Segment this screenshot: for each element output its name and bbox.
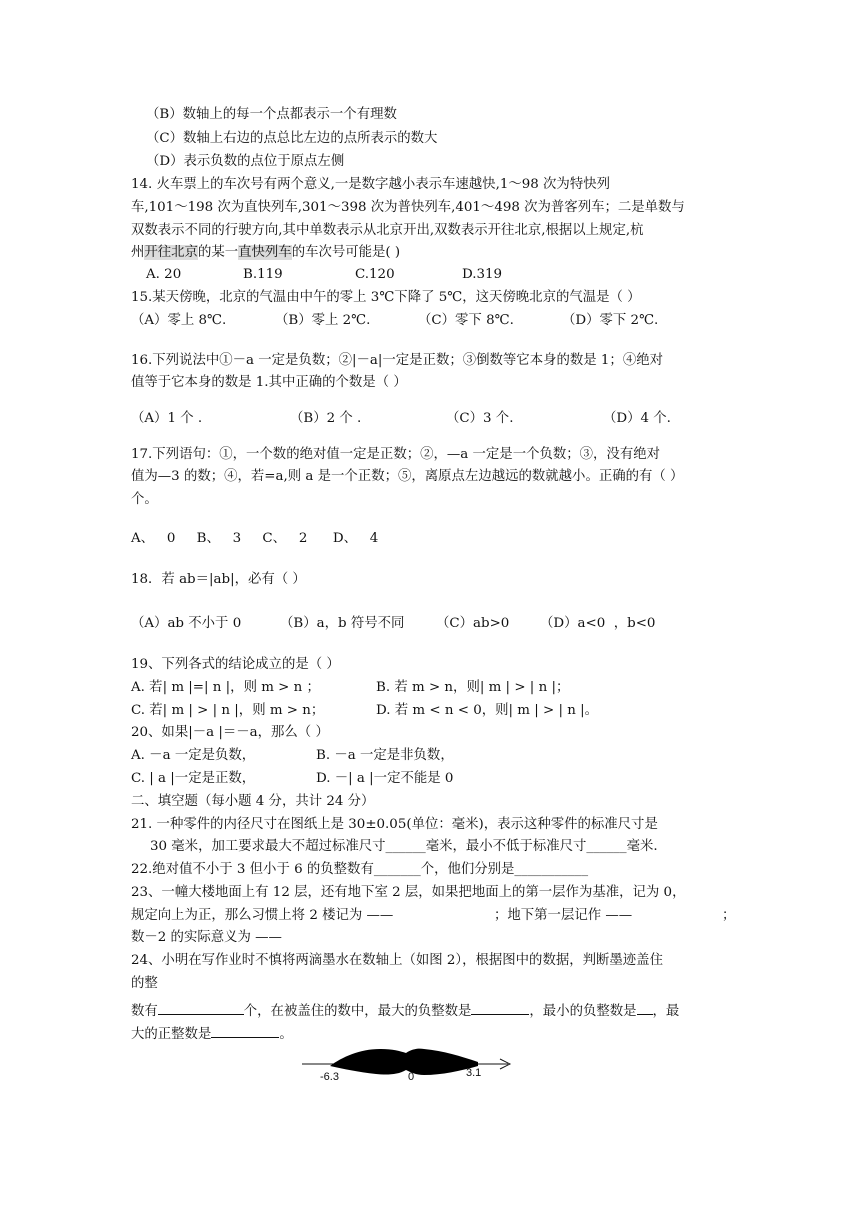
- figure-number-line: [300, 1045, 520, 1085]
- q19-option-a: A. 若| m |=| n |，则 m > n ；: [131, 680, 320, 695]
- q24-line-3-c: ，最小的负整数是: [529, 1004, 637, 1019]
- number-label-neg-6-3: -6.3: [320, 1071, 339, 1083]
- q24-line-3: [131, 1000, 679, 1022]
- q15-option-d: （D）零下 2℃.: [562, 313, 659, 328]
- q13-option-d: （D）表示负数的点位于原点左侧: [146, 154, 345, 169]
- q17-line-3: 个。: [131, 492, 158, 507]
- number-label-3-1: 3.1: [466, 1067, 482, 1079]
- q14-line-1: 14. 火车票上的车次号有两个意义,一是数字越小表示车速越快,1～98 次为特快列: [131, 177, 610, 192]
- q19-option-d: D. 若 m < n < 0，则| m | > | n |。: [376, 703, 599, 718]
- q24-line-4-a: 大的正整数是: [131, 1027, 212, 1042]
- q19-option-c: C. 若| m | > | n |，则 m > n；: [131, 703, 325, 718]
- q18-stem: 18．若 ab＝|ab|，必有（ ）: [131, 572, 306, 587]
- q23-line-2a: 规定向上为正，那么习惯上将 2 楼记为 ——: [131, 908, 394, 923]
- q18-option-c: （C）ab>0: [436, 616, 510, 631]
- q18-option-d: （D）a<0 ，b<0: [540, 616, 656, 631]
- q13-option-b: （B）数轴上的每一个点都表示一个有理数: [146, 107, 397, 122]
- q14-highlight-to-beijing: 开往北京: [144, 245, 198, 260]
- q15-option-c: （C）零下 8℃.: [418, 313, 514, 328]
- q20-option-c: C. | a |一定是正数，: [131, 771, 256, 786]
- q14-option-b: B.119: [243, 267, 283, 282]
- q22-text: 22.绝对值不小于 3 但小于 6 的负整数有_______个，他们分别是___________: [131, 862, 589, 877]
- q24-line-3-b: 个，在被盖住的数中，最大的负整数是: [243, 1004, 472, 1019]
- q21-line-1: 21. 一种零件的内径尺寸在图纸上是 30±0.05(单位：毫米)，表示这种零件的标准尺寸是: [131, 817, 658, 832]
- q24-line-3-d: ，最: [652, 1004, 680, 1019]
- q24-line-1: 24、小明在写作业时不慎将两滴墨水在数轴上（如图 2），根据图中的数据，判断墨迹盖住: [131, 953, 663, 968]
- q16-option-a: （A）1 个 .: [131, 411, 203, 426]
- q23-line-2c: ；: [722, 908, 736, 923]
- q14-line-4-a: 州: [131, 245, 145, 260]
- q16-line-2: 值等于它本身的数是 1.其中正确的个数是（ ）: [131, 375, 407, 390]
- q24-blank-min-negative[interactable]: [637, 1000, 653, 1015]
- q19-stem: 19、下列各式的结论成立的是（ ）: [131, 657, 340, 672]
- q24-blank-count[interactable]: [158, 1000, 244, 1015]
- q13-option-c: （C）数轴上右边的点总比左边的点所表示的数大: [146, 131, 438, 146]
- q24-blank-max-negative[interactable]: [471, 1000, 529, 1015]
- q15-stem: 15.某天傍晚，北京的气温由中午的零上 3℃下降了 5℃，这天傍晚北京的气温是（ ）: [131, 290, 641, 305]
- q16-line-1: 16.下列说法中①－a 一定是负数；②|－a|一定是正数；③倒数等它本身的数是 1；④绝对: [131, 353, 663, 368]
- q16-option-d: （D）4 个.: [603, 411, 671, 426]
- q15-option-b: （B）零上 2℃.: [275, 313, 371, 328]
- q16-option-c: （C）3 个.: [446, 411, 514, 426]
- q23-line-3: 数－2 的实际意义为 ——: [131, 930, 282, 945]
- q14-line-3: 双数表示不同的行驶方向,其中单数表示从北京开出,双数表示开往北京,根据以上规定,杭: [131, 223, 644, 238]
- q16-option-b: （B）2 个 .: [290, 411, 362, 426]
- q14-option-d: D.319: [462, 267, 503, 282]
- q17-line-2: 值为—3 的数；④，若=a,则 a 是一个正数；⑤，离原点左边越远的数就越小。正确的有（ ）: [131, 469, 684, 484]
- q17-line-1: 17.下列语句：①，一个数的绝对值一定是正数；②，—a 一定是一个负数；③，没有绝对: [131, 447, 660, 462]
- q24-line-3-a: 数有: [131, 1004, 158, 1019]
- q15-option-a: （A）零上 8℃.: [131, 313, 227, 328]
- q21-line-2: 30 毫米，加工要求最大不超过标准尺寸______毫米，最小不低于标准尺寸______毫米.: [150, 839, 658, 854]
- q14-line-4-e: 的车次号可能是( ): [291, 245, 401, 260]
- q14-line-2: 车,101～198 次为直快列车,301～398 次为普快列车,401～498 次为普客列车；二是单数与: [131, 200, 685, 215]
- q17-options: A、 0 B、 3 C、 2 D、 4: [131, 531, 379, 546]
- q20-option-b: B. －a 一定是非负数，: [316, 748, 454, 763]
- ink-blot: [330, 1049, 478, 1075]
- q19-option-b: B. 若 m > n，则| m | > | n |；: [376, 680, 570, 695]
- q14-option-a: A. 20: [146, 267, 182, 282]
- q18-option-b: （B）a，b 符号不同: [280, 616, 405, 631]
- q20-stem: 20、如果|－a |＝－a，那么（ ）: [131, 725, 329, 740]
- q20-option-a: A. －a 一定是负数，: [131, 748, 256, 763]
- q24-line-4-b: 。: [279, 1027, 293, 1042]
- q24-line-4: [131, 1023, 293, 1045]
- q18-option-a: （A）ab 不小于 0: [131, 616, 242, 631]
- q14-option-c: C.120: [355, 267, 395, 282]
- section-2-heading: 二、填空题（每小题 4 分，共计 24 分）: [131, 794, 375, 809]
- q23-line-1: 23、一幢大楼地面上有 12 层，还有地下室 2 层，如果把地面上的第一层作为基准，记为 0，: [131, 885, 686, 900]
- number-label-zero: 0: [408, 1071, 415, 1083]
- q23-line-2b: ；地下第一层记作 ——: [494, 908, 633, 923]
- q20-option-d: D. －| a |一定不能是 0: [316, 771, 454, 786]
- q14-highlight-direct-train: 直快列车: [238, 245, 292, 260]
- q14-line-4-c: 的某一: [197, 245, 239, 260]
- q24-blank-max-positive[interactable]: [211, 1023, 279, 1038]
- q14-line-4: [131, 243, 400, 263]
- q24-line-2: 的整: [131, 976, 158, 991]
